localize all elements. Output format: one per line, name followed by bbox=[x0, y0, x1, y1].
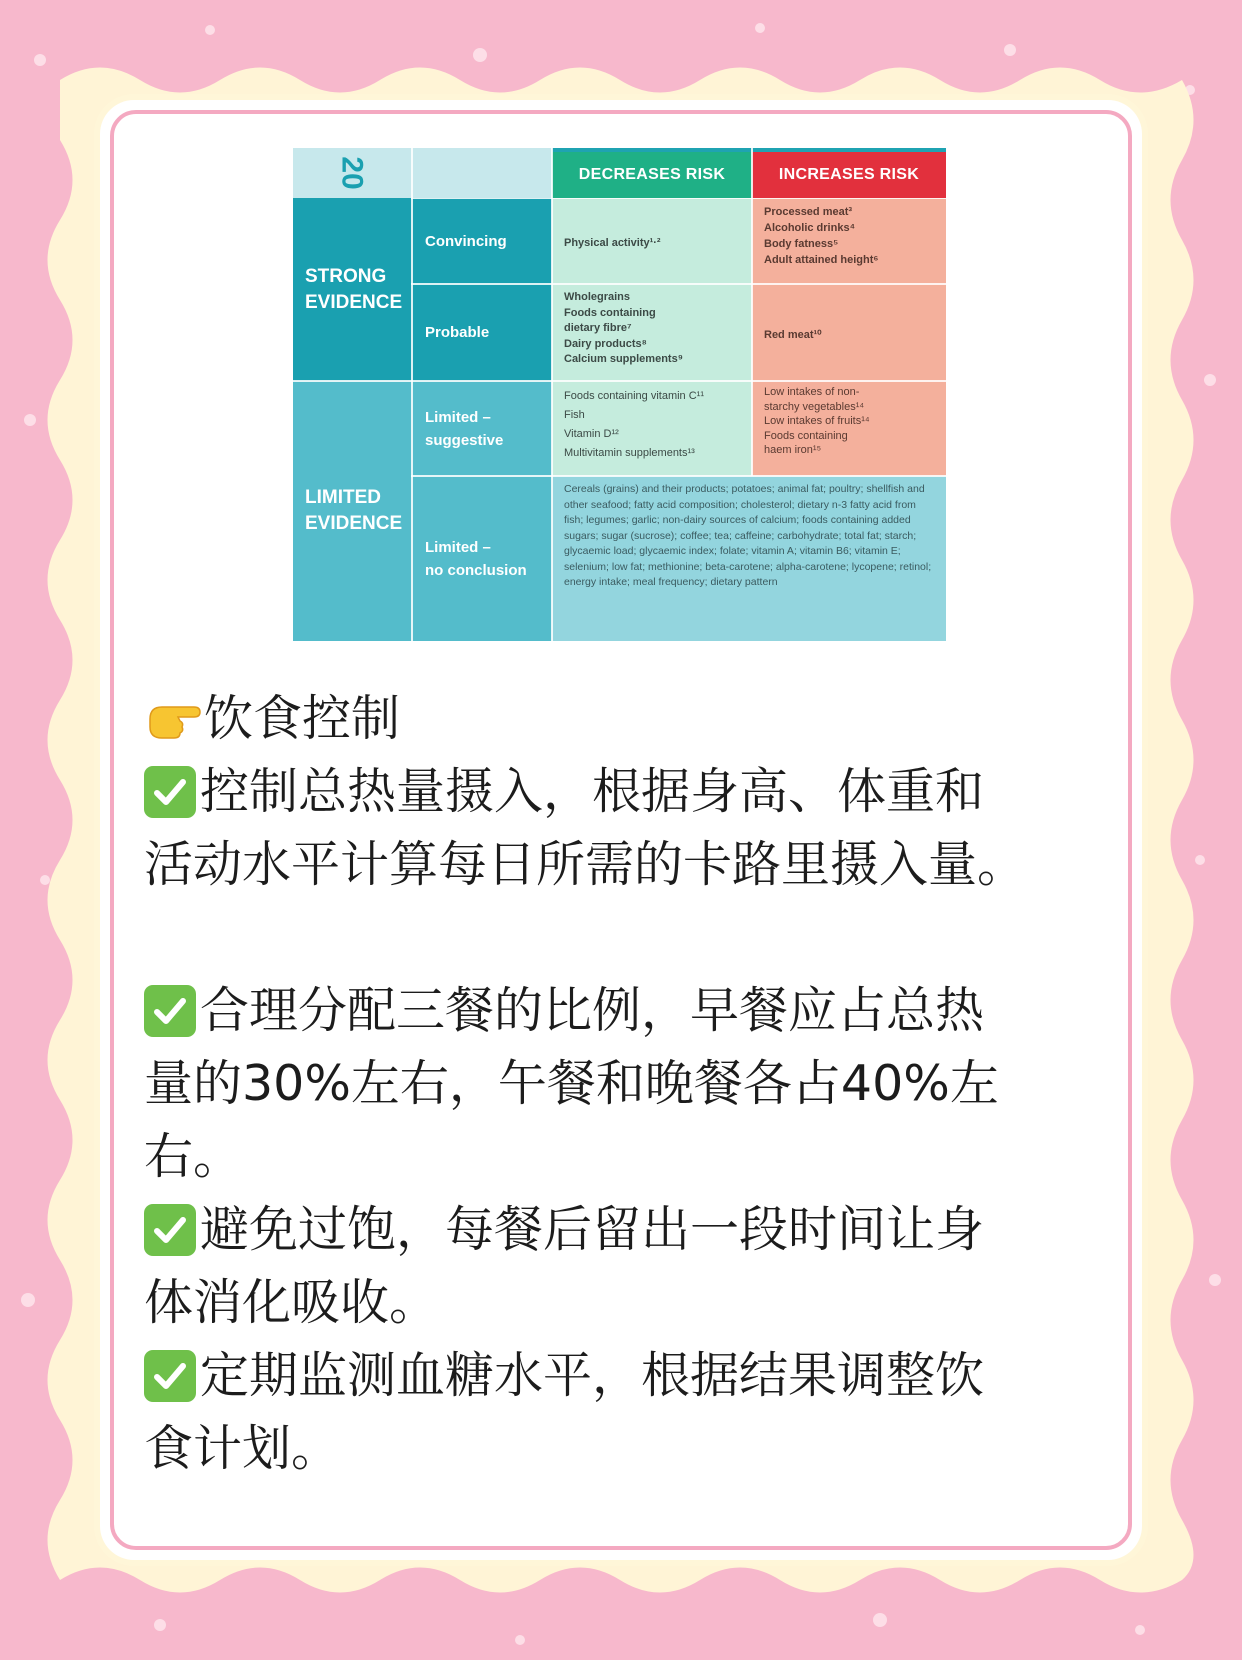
probable-decreases-item: Wholegrains bbox=[564, 291, 631, 303]
probable-decreases-item: Calcium supplements⁹ bbox=[564, 353, 683, 365]
text-line-content: 避免过饱，每餐后留出一段时间让身 bbox=[200, 1201, 985, 1258]
text-line bbox=[144, 1047, 1114, 1120]
check-mark-icon bbox=[144, 985, 196, 1037]
text-line-content: 量的30%左右，午餐和晚餐各占40%左 bbox=[144, 1055, 999, 1112]
probable-increases-item: Red meat¹⁰ bbox=[764, 328, 822, 341]
text-line bbox=[144, 974, 1114, 1047]
convincing-decreases-cell bbox=[552, 198, 752, 284]
text-line-content: 体消化吸收。 bbox=[144, 1274, 439, 1331]
heading-text: 饮食控制 bbox=[204, 690, 401, 747]
probable-decreases-cell bbox=[552, 284, 752, 381]
convincing-increases-item: Processed meat³ bbox=[764, 206, 853, 218]
text-line bbox=[144, 1339, 1114, 1412]
text-line-content: 控制总热量摄入，根据身高、体重和 bbox=[200, 763, 985, 820]
paragraph-spacer bbox=[144, 901, 1114, 974]
text-line-content: 合理分配三餐的比例，早餐应占总热 bbox=[200, 982, 985, 1039]
suggestive-decreases-item: Foods containing vitamin C¹¹ bbox=[564, 390, 705, 402]
table-grid-line bbox=[411, 475, 946, 477]
heading-line bbox=[144, 682, 1114, 755]
text-line-content: 定期监测血糖水平，根据结果调整饮 bbox=[200, 1347, 985, 1404]
suggestive-decreases-item: Multivitamin supplements¹³ bbox=[564, 447, 695, 459]
suggestive-decreases-item: Vitamin D¹² bbox=[564, 428, 619, 440]
probable-label: Probable bbox=[411, 284, 552, 381]
convincing-increases-item: Body fatness⁵ bbox=[764, 238, 839, 250]
suggestive-increases-cell bbox=[752, 381, 946, 476]
text-line-content: 食计划。 bbox=[144, 1420, 341, 1477]
table-grid-line bbox=[551, 148, 553, 641]
table-grid-line bbox=[293, 380, 946, 382]
check-mark-icon bbox=[144, 766, 196, 818]
text-line-content: 右。 bbox=[144, 1128, 243, 1185]
diet-control-text bbox=[144, 682, 1114, 1485]
suggestive-increases-item: Foods containing haem iron¹⁵ bbox=[764, 429, 848, 456]
probable-increases-cell bbox=[752, 284, 946, 381]
table-corner-year: 20 bbox=[293, 148, 411, 198]
table-grid-line bbox=[411, 283, 946, 285]
suggestive-decreases-cell bbox=[552, 381, 752, 476]
strong-evidence-label: STRONG EVIDENCE bbox=[293, 198, 411, 381]
table-header-blank bbox=[411, 148, 552, 198]
convincing-increases-cell bbox=[752, 198, 946, 284]
table-grid-line bbox=[411, 198, 946, 199]
text-line bbox=[144, 1266, 1114, 1339]
convincing-label: Convincing bbox=[411, 198, 552, 284]
no-conclusion-text-cell: Cereals (grains) and their products; potatoes; animal fat; poultry; shellfish and other seafood; fatty acid composition; cholesterol; dietary n-3 fatty acid from fish; legumes; garlic; non-dairy sources of calcium; foods containing added sugars; sugar (sucrose); coffee; tea; caffeine; carbohydrate; total fat; starch; glycaemic load; glycaemic index; folate; vitamin A; vitamin B6; vitamin E; selenium; low fat; methionine; beta-carotene; alpha-carotene; lycopene; retinol; energy intake; meal frequency; dietary pattern bbox=[552, 476, 946, 641]
check-mark-icon bbox=[144, 1204, 196, 1256]
convincing-increases-item: Alcoholic drinks⁴ bbox=[764, 222, 856, 234]
increases-risk-header: INCREASES RISK bbox=[752, 152, 946, 198]
table-grid-line bbox=[411, 148, 413, 641]
limited-suggestive-label: Limited – suggestive bbox=[411, 381, 552, 476]
evidence-table-image bbox=[293, 148, 946, 641]
convincing-decreases-item: Physical activity¹·² bbox=[564, 237, 661, 249]
text-line bbox=[144, 755, 1114, 828]
check-mark-icon bbox=[144, 1350, 196, 1402]
text-line bbox=[144, 828, 1114, 901]
probable-decreases-item: Foods containing dietary fibre⁷ bbox=[564, 306, 656, 334]
decreases-risk-header: DECREASES RISK bbox=[552, 152, 752, 198]
text-line bbox=[144, 1193, 1114, 1266]
text-line-content: 活动水平计算每日所需的卡路里摄入量。 bbox=[144, 836, 1027, 893]
text-line bbox=[144, 1412, 1114, 1485]
text-line bbox=[144, 1120, 1114, 1193]
probable-decreases-item: Dairy products⁸ bbox=[564, 337, 647, 350]
pointing-hand-icon bbox=[144, 693, 202, 745]
convincing-increases-item: Adult attained height⁶ bbox=[764, 254, 879, 266]
suggestive-increases-item: Low intakes of fruits¹⁴ bbox=[764, 415, 870, 427]
suggestive-decreases-item: Fish bbox=[564, 409, 585, 421]
limited-evidence-label: LIMITED EVIDENCE bbox=[293, 381, 411, 641]
suggestive-increases-item: Low intakes of non- starchy vegetables¹⁴ bbox=[764, 386, 865, 413]
limited-no-conclusion-label: Limited – no conclusion bbox=[411, 476, 552, 641]
